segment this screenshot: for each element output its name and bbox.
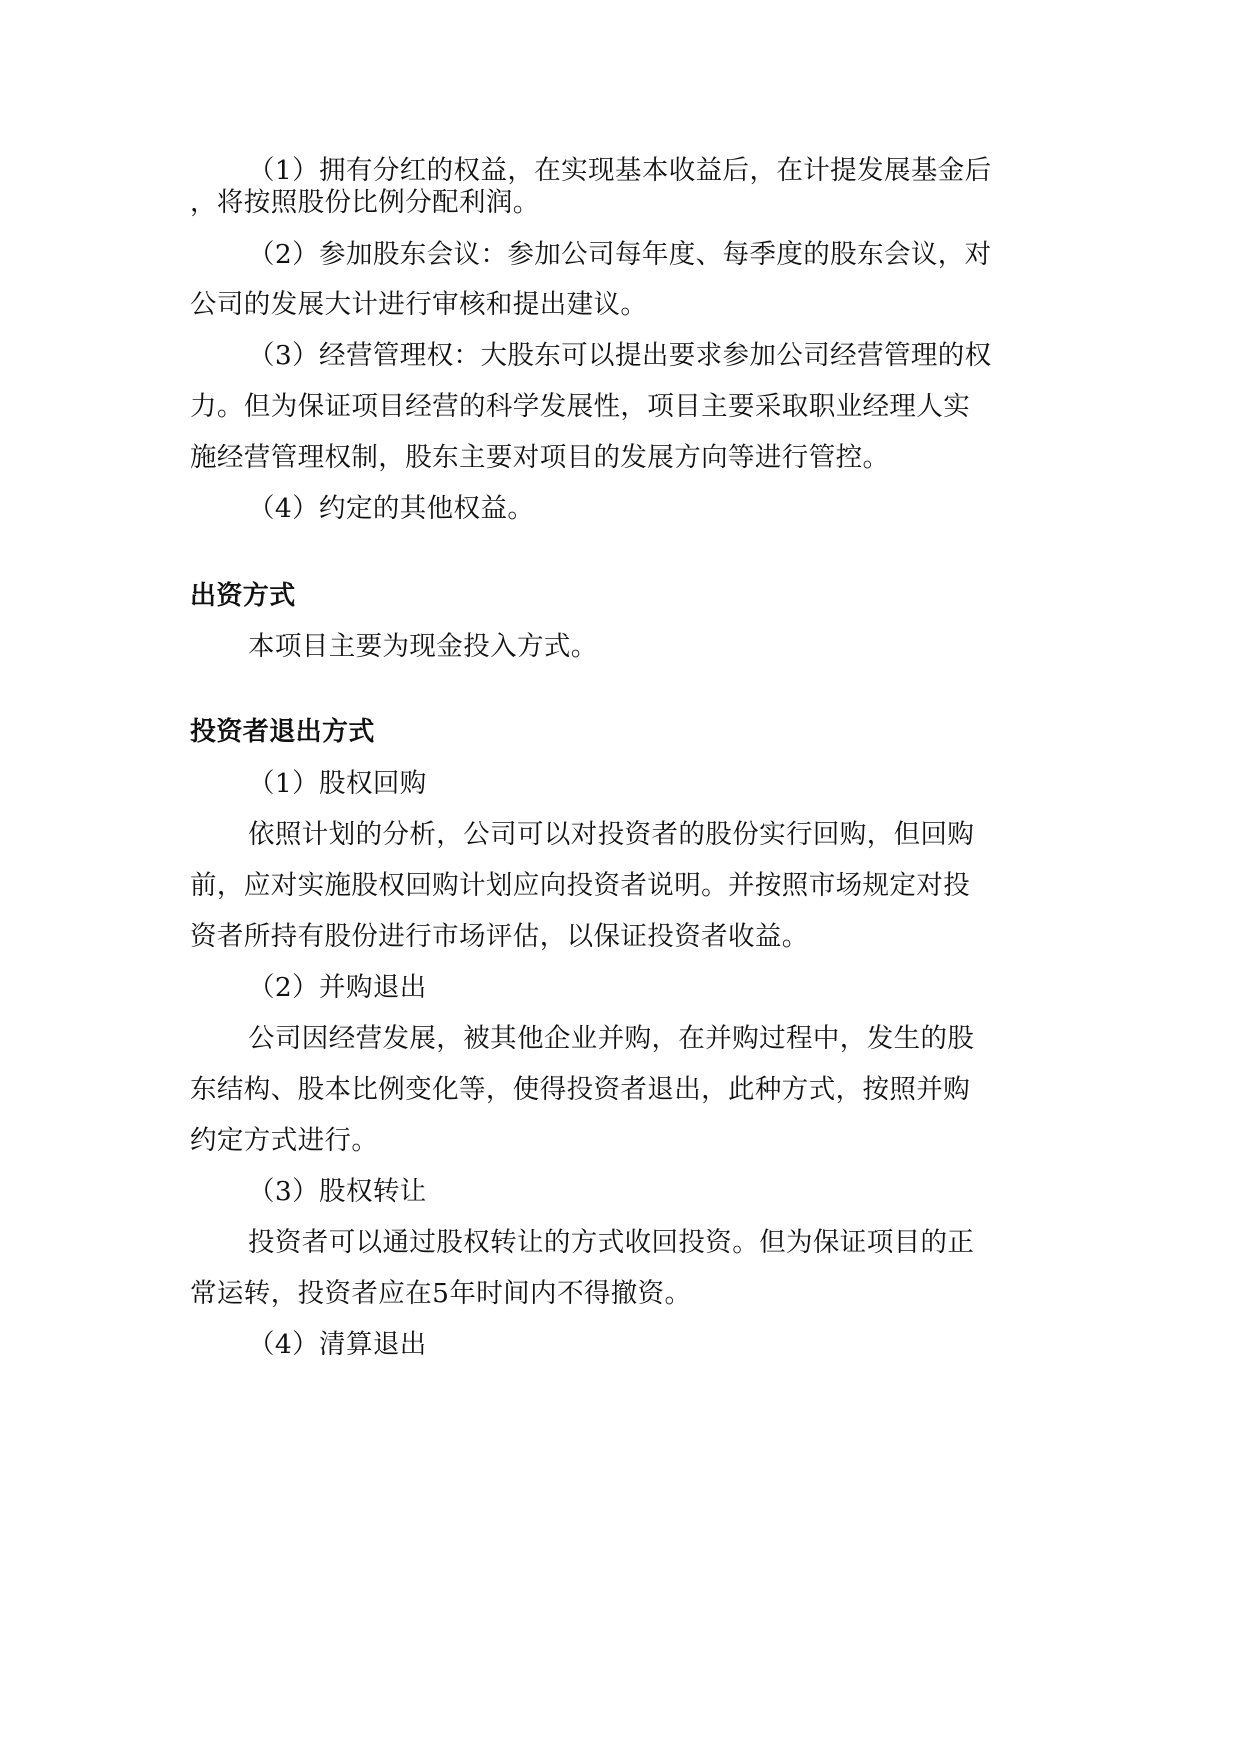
exit-item-1-line-3: 资者所持有股份进行市场评估，以保证投资者收益。 — [190, 921, 809, 952]
rights-item-3-line-1: （3）经营管理权：大股东可以提出要求参加公司经营管理的权 — [248, 340, 992, 371]
exit-item-4-title: （4）清算退出 — [248, 1329, 427, 1360]
rights-item-1-line-1: （1）拥有分红的权益，在实现基本收益后，在计提发展基金后 — [248, 155, 992, 186]
rights-item-4: （4）约定的其他权益。 — [248, 493, 535, 524]
exit-item-1-line-1: 依照计划的分析，公司可以对投资者的股份实行回购，但回购 — [248, 819, 975, 850]
exit-item-2-line-1: 公司因经营发展，被其他企业并购，在并购过程中，发生的股 — [248, 1023, 975, 1054]
rights-item-2-line-1: （2）参加股东会议：参加公司每年度、每季度的股东会议，对 — [248, 239, 992, 270]
rights-item-3-line-2: 力。但为保证项目经营的科学发展性，项目主要采取职业经理人实 — [190, 391, 971, 422]
rights-item-3-line-3: 施经营管理权制，股东主要对项目的发展方向等进行管控。 — [190, 442, 890, 473]
rights-item-1-line-2: ，将按照股份比例分配利润。 — [190, 187, 540, 218]
section-heading-capital-contribution: 出资方式 — [190, 581, 296, 611]
exit-item-2-title: （2）并购退出 — [248, 972, 427, 1003]
exit-item-3-line-1: 投资者可以通过股权转让的方式收回投资。但为保证项目的正 — [248, 1227, 975, 1258]
exit-item-1-title: （1）股权回购 — [248, 768, 427, 799]
rights-item-2-line-2: 公司的发展大计进行审核和提出建议。 — [190, 289, 648, 320]
capital-contribution-text: 本项目主要为现金投入方式。 — [248, 631, 598, 662]
exit-item-3-title: （3）股权转让 — [248, 1176, 427, 1207]
exit-item-3-line-2: 常运转，投资者应在5年时间内不得撤资。 — [190, 1278, 692, 1309]
section-heading-investor-exit: 投资者退出方式 — [190, 717, 375, 747]
exit-item-2-line-3: 约定方式进行。 — [190, 1125, 379, 1156]
exit-item-1-line-2: 前，应对实施股权回购计划应向投资者说明。并按照市场规定对投 — [190, 870, 971, 901]
exit-item-2-line-2: 东结构、股本比例变化等，使得投资者退出，此种方式，按照并购 — [190, 1074, 971, 1105]
